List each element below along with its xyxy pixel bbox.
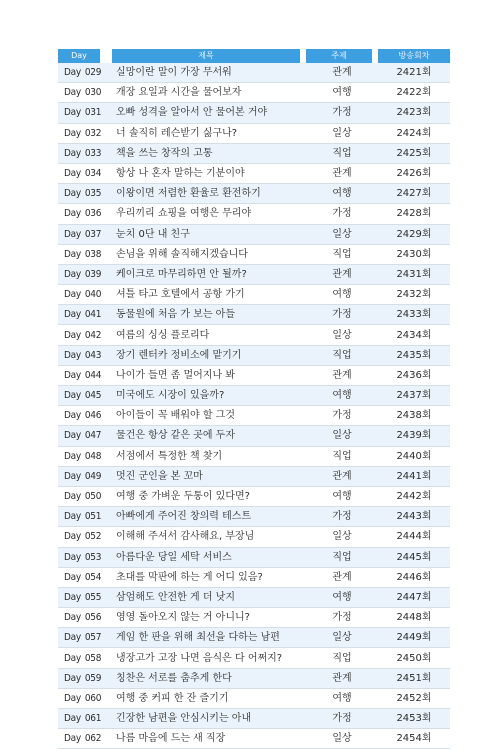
row-category: 가정 (306, 608, 378, 628)
table-row (58, 447, 450, 467)
table-row (58, 426, 450, 446)
row-day (58, 164, 106, 184)
day-number: 037 (84, 228, 102, 240)
row-title: 물건은 항상 같은 곳에 두자 (106, 426, 306, 446)
row-day (58, 63, 106, 83)
day-number: 048 (84, 450, 102, 462)
row-category: 가정 (306, 305, 378, 325)
day-number: 053 (84, 551, 102, 563)
row-day (58, 325, 106, 345)
table-row (58, 669, 450, 689)
day-label: Day (64, 571, 81, 583)
row-title: 아름다운 당일 세탁 서비스 (106, 548, 306, 568)
day-label: Day (64, 127, 81, 139)
row-episode: 2424회 (378, 124, 450, 144)
table-row (58, 648, 450, 668)
table-row (58, 144, 450, 164)
table-row (58, 548, 450, 568)
day-label: Day (64, 309, 81, 321)
row-category: 관계 (306, 669, 378, 689)
row-day (58, 245, 106, 265)
row-title: 여름의 싱싱 플로리다 (106, 325, 306, 345)
row-episode: 2450회 (378, 648, 450, 668)
row-title: 아빠에게 주어진 창의력 테스트 (106, 507, 306, 527)
table-row (58, 366, 450, 386)
day-label: Day (64, 491, 81, 503)
table-row (58, 346, 450, 366)
row-category: 여행 (306, 184, 378, 204)
row-episode: 2440회 (378, 447, 450, 467)
day-number: 044 (84, 369, 102, 381)
row-episode: 2434회 (378, 325, 450, 345)
header-day: Day (58, 49, 106, 63)
day-label: Day (64, 67, 81, 79)
day-label: Day (64, 430, 81, 442)
day-label: Day (64, 410, 81, 422)
header-category: 주제 (306, 49, 378, 63)
row-title: 나름 마음에 드는 새 직장 (106, 729, 306, 749)
row-title: 아이들이 꼭 배워야 할 그것 (106, 406, 306, 426)
table-row (58, 83, 450, 103)
row-day (58, 406, 106, 426)
row-episode: 2447회 (378, 588, 450, 608)
row-title: 이왕이면 저렴한 환율로 환전하기 (106, 184, 306, 204)
row-title: 영영 돌아오지 않는 거 아니니? (106, 608, 306, 628)
row-episode: 2448회 (378, 608, 450, 628)
table-header-row (58, 49, 450, 63)
row-day (58, 386, 106, 406)
row-day (58, 527, 106, 547)
table-row (58, 588, 450, 608)
table-row (58, 527, 450, 547)
row-day (58, 487, 106, 507)
row-title: 초대를 막판에 하는 게 어디 있음? (106, 568, 306, 588)
row-day (58, 225, 106, 245)
table-row (58, 245, 450, 265)
row-title: 멋진 군인을 본 꼬마 (106, 467, 306, 487)
row-title: 셔틀 타고 호텔에서 공항 가기 (106, 285, 306, 305)
day-number: 056 (84, 612, 102, 624)
row-title: 서점에서 특정한 책 찾기 (106, 447, 306, 467)
row-category: 여행 (306, 487, 378, 507)
row-day (58, 628, 106, 648)
day-number: 036 (84, 208, 102, 220)
day-number: 032 (84, 127, 102, 139)
row-title: 칭찬은 서로를 춤추게 한다 (106, 669, 306, 689)
day-label: Day (64, 632, 81, 644)
table-row (58, 608, 450, 628)
row-title: 여행 중 커피 한 잔 즐기기 (106, 689, 306, 709)
day-label: Day (64, 652, 81, 664)
row-title: 개장 요일과 시간을 물어보자 (106, 83, 306, 103)
day-number: 057 (84, 632, 102, 644)
day-number: 061 (84, 713, 102, 725)
row-episode: 2451회 (378, 669, 450, 689)
episode-table (58, 49, 450, 749)
table-row (58, 325, 450, 345)
day-number: 031 (84, 107, 102, 119)
row-day (58, 124, 106, 144)
table-row (58, 285, 450, 305)
day-label: Day (64, 551, 81, 563)
row-category: 관계 (306, 467, 378, 487)
row-category: 가정 (306, 507, 378, 527)
day-label: Day (64, 107, 81, 119)
row-title: 게임 한 판을 위해 최선을 다하는 남편 (106, 628, 306, 648)
table-row (58, 709, 450, 729)
day-label: Day (64, 349, 81, 361)
row-episode: 2438회 (378, 406, 450, 426)
row-day (58, 305, 106, 325)
row-episode: 2427회 (378, 184, 450, 204)
day-number: 060 (84, 692, 102, 704)
table-row (58, 184, 450, 204)
row-episode: 2437회 (378, 386, 450, 406)
table-row (58, 305, 450, 325)
day-label: Day (64, 248, 81, 260)
row-category: 직업 (306, 346, 378, 366)
row-category: 일상 (306, 527, 378, 547)
row-day (58, 568, 106, 588)
row-day (58, 426, 106, 446)
row-day (58, 204, 106, 224)
day-label: Day (64, 511, 81, 523)
row-episode: 2421회 (378, 63, 450, 83)
row-episode: 2429회 (378, 225, 450, 245)
row-category: 일상 (306, 225, 378, 245)
row-day (58, 265, 106, 285)
row-category: 가정 (306, 204, 378, 224)
row-episode: 2453회 (378, 709, 450, 729)
row-episode: 2435회 (378, 346, 450, 366)
row-day (58, 184, 106, 204)
row-title: 나이가 들면 좀 멀어지나 봐 (106, 366, 306, 386)
row-title: 여행 중 가벼운 두통이 있다면? (106, 487, 306, 507)
day-number: 050 (84, 491, 102, 503)
day-label: Day (64, 470, 81, 482)
table-row (58, 386, 450, 406)
row-episode: 2441회 (378, 467, 450, 487)
row-title: 긴장한 남편을 안심시키는 아내 (106, 709, 306, 729)
day-number: 038 (84, 248, 102, 260)
table-row (58, 467, 450, 487)
header-episode: 방송회차 (378, 49, 450, 63)
row-day (58, 588, 106, 608)
day-label: Day (64, 733, 81, 745)
row-day (58, 729, 106, 749)
row-category: 일상 (306, 729, 378, 749)
day-number: 046 (84, 410, 102, 422)
row-category: 직업 (306, 548, 378, 568)
row-category: 일상 (306, 628, 378, 648)
table-row (58, 63, 450, 83)
day-label: Day (64, 591, 81, 603)
row-category: 관계 (306, 265, 378, 285)
day-number: 058 (84, 652, 102, 664)
row-category: 여행 (306, 285, 378, 305)
row-episode: 2423회 (378, 103, 450, 123)
row-episode: 2428회 (378, 204, 450, 224)
day-label: Day (64, 329, 81, 341)
row-category: 일상 (306, 426, 378, 446)
day-number: 052 (84, 531, 102, 543)
row-episode: 2454회 (378, 729, 450, 749)
day-number: 062 (84, 733, 102, 745)
row-category: 가정 (306, 709, 378, 729)
row-category: 여행 (306, 83, 378, 103)
day-number: 041 (84, 309, 102, 321)
row-day (58, 689, 106, 709)
day-number: 059 (84, 672, 102, 684)
day-number: 054 (84, 571, 102, 583)
row-episode: 2433회 (378, 305, 450, 325)
day-number: 039 (84, 268, 102, 280)
table-row (58, 406, 450, 426)
row-title: 오빠 성격을 알아서 안 물어본 거야 (106, 103, 306, 123)
day-number: 051 (84, 511, 102, 523)
row-category: 가정 (306, 406, 378, 426)
day-label: Day (64, 450, 81, 462)
day-label: Day (64, 672, 81, 684)
row-title: 우리끼리 쇼핑을 여행은 무리야 (106, 204, 306, 224)
row-day (58, 447, 106, 467)
row-day (58, 467, 106, 487)
row-day (58, 366, 106, 386)
row-day (58, 346, 106, 366)
row-category: 직업 (306, 144, 378, 164)
row-category: 가정 (306, 103, 378, 123)
row-day (58, 608, 106, 628)
row-category: 여행 (306, 588, 378, 608)
row-day (58, 144, 106, 164)
day-label: Day (64, 208, 81, 220)
row-episode: 2431회 (378, 265, 450, 285)
row-category: 관계 (306, 63, 378, 83)
row-category: 관계 (306, 164, 378, 184)
day-number: 047 (84, 430, 102, 442)
row-episode: 2432회 (378, 285, 450, 305)
day-number: 040 (84, 289, 102, 301)
row-category: 직업 (306, 447, 378, 467)
row-episode: 2444회 (378, 527, 450, 547)
row-title: 실망이란 말이 가장 무서워 (106, 63, 306, 83)
table-row (58, 487, 450, 507)
table-row (58, 729, 450, 749)
row-day (58, 648, 106, 668)
day-number: 045 (84, 390, 102, 402)
row-category: 일상 (306, 325, 378, 345)
row-category: 직업 (306, 245, 378, 265)
day-number: 055 (84, 591, 102, 603)
row-title: 미국에도 시장이 있을까? (106, 386, 306, 406)
row-episode: 2443회 (378, 507, 450, 527)
table-row (58, 568, 450, 588)
row-episode: 2430회 (378, 245, 450, 265)
row-category: 관계 (306, 366, 378, 386)
day-number: 030 (84, 87, 102, 99)
row-category: 직업 (306, 648, 378, 668)
day-label: Day (64, 168, 81, 180)
table-row (58, 265, 450, 285)
row-title: 케이크로 마무리하면 안 될까? (106, 265, 306, 285)
table-row (58, 225, 450, 245)
row-title: 이해해 주셔서 감사해요, 부장님 (106, 527, 306, 547)
row-episode: 2449회 (378, 628, 450, 648)
day-label: Day (64, 147, 81, 159)
row-category: 여행 (306, 689, 378, 709)
row-title: 삼엄해도 안전한 게 더 낫지 (106, 588, 306, 608)
table-row (58, 689, 450, 709)
row-title: 너 솔직히 레슨받기 싫구나? (106, 124, 306, 144)
table-row (58, 103, 450, 123)
row-day (58, 285, 106, 305)
row-category: 여행 (306, 386, 378, 406)
row-day (58, 669, 106, 689)
day-label: Day (64, 612, 81, 624)
day-label: Day (64, 188, 81, 200)
row-day (58, 507, 106, 527)
day-number: 035 (84, 188, 102, 200)
day-label: Day (64, 369, 81, 381)
table-row (58, 164, 450, 184)
table-row (58, 507, 450, 527)
row-episode: 2445회 (378, 548, 450, 568)
row-day (58, 548, 106, 568)
row-title: 책을 쓰는 창작의 고통 (106, 144, 306, 164)
day-label: Day (64, 692, 81, 704)
day-number: 042 (84, 329, 102, 341)
day-label: Day (64, 289, 81, 301)
row-episode: 2436회 (378, 366, 450, 386)
row-title: 항상 나 혼자 말하는 기분이야 (106, 164, 306, 184)
row-title: 동물원에 처음 가 보는 아들 (106, 305, 306, 325)
row-episode: 2426회 (378, 164, 450, 184)
day-number: 033 (84, 147, 102, 159)
table-row (58, 124, 450, 144)
row-category: 일상 (306, 124, 378, 144)
day-label: Day (64, 713, 81, 725)
row-episode: 2452회 (378, 689, 450, 709)
day-number: 049 (84, 470, 102, 482)
day-label: Day (64, 87, 81, 99)
header-title: 제목 (106, 49, 306, 63)
row-category: 관계 (306, 568, 378, 588)
row-title: 장기 렌터카 정비소에 맡기기 (106, 346, 306, 366)
day-label: Day (64, 531, 81, 543)
day-label: Day (64, 390, 81, 402)
row-day (58, 83, 106, 103)
row-title: 눈치 0단 내 친구 (106, 225, 306, 245)
row-day (58, 709, 106, 729)
row-episode: 2446회 (378, 568, 450, 588)
day-number: 029 (84, 67, 102, 79)
row-episode: 2425회 (378, 144, 450, 164)
table-row (58, 628, 450, 648)
day-label: Day (64, 268, 81, 280)
day-number: 034 (84, 168, 102, 180)
day-number: 043 (84, 349, 102, 361)
row-title: 손님을 위해 솔직해지겠습니다 (106, 245, 306, 265)
row-episode: 2442회 (378, 487, 450, 507)
table-row (58, 204, 450, 224)
row-episode: 2439회 (378, 426, 450, 446)
row-episode: 2422회 (378, 83, 450, 103)
table-body (58, 63, 450, 749)
row-title: 냉장고가 고장 나면 음식은 다 어쩌지? (106, 648, 306, 668)
row-day (58, 103, 106, 123)
day-label: Day (64, 228, 81, 240)
